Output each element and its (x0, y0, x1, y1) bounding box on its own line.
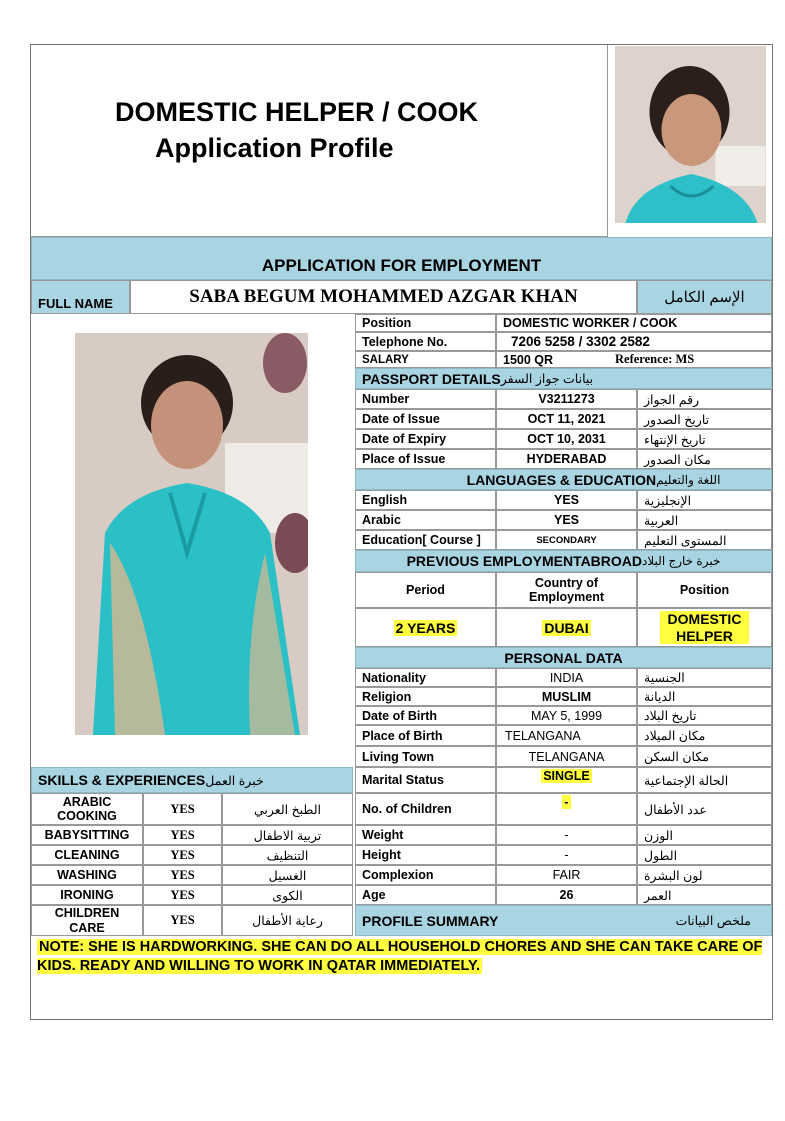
note-text: NOTE: SHE IS HARDWORKING. SHE CAN DO ALL HOUSEHOLD CHORES AND SHE CAN TAKE CARE OF KIDS. READY AND WILLING TO WORK IN QATAR IMMEDIATELY. (37, 939, 763, 974)
passport-heading (355, 368, 772, 389)
education-value: SECONDARY (496, 530, 637, 550)
previous-employment-heading (355, 550, 772, 572)
arabic-label: Arabic (355, 510, 496, 530)
passport-number-ar: رقم الجواز (637, 389, 772, 409)
salary-label: SALARY (355, 351, 496, 368)
passport-heading-en: PASSPORT DETAILS (362, 370, 501, 387)
telephone-label: Telephone No. (355, 332, 496, 351)
place-of-birth-ar: مكان الميلاد (637, 725, 772, 746)
applicant-full-portrait-icon (75, 333, 308, 735)
country-value: DUBAI (496, 608, 637, 647)
height-value: - (496, 845, 637, 865)
skills-heading-ar: خبرة العمل (205, 773, 264, 788)
applicant-photo-small (615, 46, 766, 223)
expiry-date-label: Date of Expiry (355, 429, 496, 449)
date-of-birth-value: MAY 5, 1999 (496, 706, 637, 725)
skill-washing-value: YES (143, 865, 222, 885)
height-ar: الطول (637, 845, 772, 865)
nationality-value: INDIA (496, 668, 637, 687)
application-band-title: APPLICATION FOR EMPLOYMENT (261, 256, 542, 275)
height-label: Height (355, 845, 496, 865)
education-label: Education[ Course ] (355, 530, 496, 550)
marital-status-ar: الحالة الإجتماعية (637, 767, 772, 793)
complexion-value: FAIR (496, 865, 637, 885)
position-column-header: Position (637, 572, 772, 608)
marital-status-label: Marital Status (355, 767, 496, 793)
skill-ironing: IRONING (31, 885, 143, 905)
children-ar: عدد الأطفال (637, 793, 772, 825)
skill-arabic-cooking-ar: الطبخ العربي (222, 793, 353, 825)
telephone-value: 7206 5258 / 3302 2582 (496, 332, 772, 351)
personal-data-heading: PERSONAL DATA (355, 647, 772, 668)
applicant-portrait-icon (615, 46, 766, 223)
expiry-date-value: OCT 10, 2031 (496, 429, 637, 449)
applicant-photo-large (75, 333, 308, 735)
nationality-label: Nationality (355, 668, 496, 687)
previous-employment-heading-ar: خبرة خارج البلاد (642, 554, 721, 568)
living-town-ar: مكان السكن (637, 746, 772, 767)
age-ar: العمر (637, 885, 772, 905)
salary-value: 1500 QR (496, 351, 609, 368)
skill-children-care-ar: رعاية الأطفال (222, 905, 353, 936)
passport-heading-ar: بيانات جواز السفر (500, 372, 594, 386)
languages-heading-en: LANGUAGES & EDUCATION (466, 471, 657, 488)
languages-heading-ar: اللغة والتعليم (656, 472, 721, 487)
place-of-issue-label: Place of Issue (355, 449, 496, 469)
passport-number-label: Number (355, 389, 496, 409)
complexion-label: Complexion (355, 865, 496, 885)
profile-summary-label: PROFILE SUMMARY (362, 912, 499, 929)
skill-cleaning: CLEANING (31, 845, 143, 865)
religion-ar: الديانة (637, 687, 772, 706)
full-name-value: SABA BEGUM MOHAMMED AZGAR KHAN (130, 280, 637, 314)
previous-employment-heading-en: PREVIOUS EMPLOYMENTABROAD (406, 553, 643, 569)
english-value: YES (496, 490, 637, 510)
issue-date-ar: تاريخ الصدور (637, 409, 772, 429)
arabic-value: YES (496, 510, 637, 530)
skill-washing: WASHING (31, 865, 143, 885)
skill-babysitting: BABYSITTING (31, 825, 143, 845)
skill-arabic-cooking: ARABIC COOKING (31, 793, 143, 825)
country-column-header: Country of Employment (496, 572, 637, 608)
full-name-label-ar: الإسم الكامل (637, 280, 772, 314)
age-label: Age (355, 885, 496, 905)
living-town-value: TELANGANA (496, 746, 637, 767)
skills-heading-en: SKILLS & EXPERIENCES (38, 772, 206, 788)
skill-babysitting-value: YES (143, 825, 222, 845)
weight-ar: الوزن (637, 825, 772, 845)
passport-number-value: V3211273 (496, 389, 637, 409)
children-label: No. of Children (355, 793, 496, 825)
english-ar: الإنجليزية (637, 490, 772, 510)
skill-children-care: CHILDREN CARE (31, 905, 143, 936)
english-label: English (355, 490, 496, 510)
profile-summary-band (355, 905, 772, 936)
place-of-issue-ar: مكان الصدور (637, 449, 772, 469)
header-area (31, 45, 608, 237)
skill-washing-ar: الغسيل (222, 865, 353, 885)
issue-date-label: Date of Issue (355, 409, 496, 429)
children-value: - (496, 793, 637, 825)
skill-arabic-cooking-value: YES (143, 793, 222, 825)
skills-heading (31, 767, 353, 793)
arabic-ar: العربية (637, 510, 772, 530)
marital-status-value: SINGLE (496, 767, 637, 793)
skill-ironing-value: YES (143, 885, 222, 905)
religion-label: Religion (355, 687, 496, 706)
languages-heading (355, 469, 772, 490)
application-band (31, 237, 772, 280)
date-of-birth-ar: تاريخ البلاد (637, 706, 772, 725)
period-column-header: Period (355, 572, 496, 608)
place-of-birth-value: TELANGANA (496, 725, 637, 746)
page-title: DOMESTIC HELPER / COOK (115, 97, 479, 127)
place-of-issue-value: HYDERABAD (496, 449, 637, 469)
place-of-birth-label: Place of Birth (355, 725, 496, 746)
period-value: 2 YEARS (355, 608, 496, 647)
nationality-ar: الجنسية (637, 668, 772, 687)
complexion-ar: لون البشرة (637, 865, 772, 885)
reference-value: Reference: MS (609, 351, 772, 368)
religion-value: MUSLIM (496, 687, 637, 706)
previous-position-value: DOMESTIC HELPER (637, 608, 772, 647)
skill-children-care-value: YES (143, 905, 222, 936)
profile-summary-ar: ملخص البيانات (675, 914, 751, 928)
position-label: Position (355, 314, 496, 332)
expiry-date-ar: تاريخ الإنتهاء (637, 429, 772, 449)
skill-cleaning-ar: التنظيف (222, 845, 353, 865)
full-name-label: FULL NAME (31, 280, 130, 314)
skill-cleaning-value: YES (143, 845, 222, 865)
skill-ironing-ar: الكوى (222, 885, 353, 905)
age-value: 26 (496, 885, 637, 905)
issue-date-value: OCT 11, 2021 (496, 409, 637, 429)
date-of-birth-label: Date of Birth (355, 706, 496, 725)
position-value: DOMESTIC WORKER / COOK (496, 314, 772, 332)
education-ar: المستوى التعليم (637, 530, 772, 550)
weight-label: Weight (355, 825, 496, 845)
page-subtitle: Application Profile (155, 133, 394, 163)
skill-babysitting-ar: تربية الاطفال (222, 825, 353, 845)
weight-value: - (496, 825, 637, 845)
living-town-label: Living Town (355, 746, 496, 767)
